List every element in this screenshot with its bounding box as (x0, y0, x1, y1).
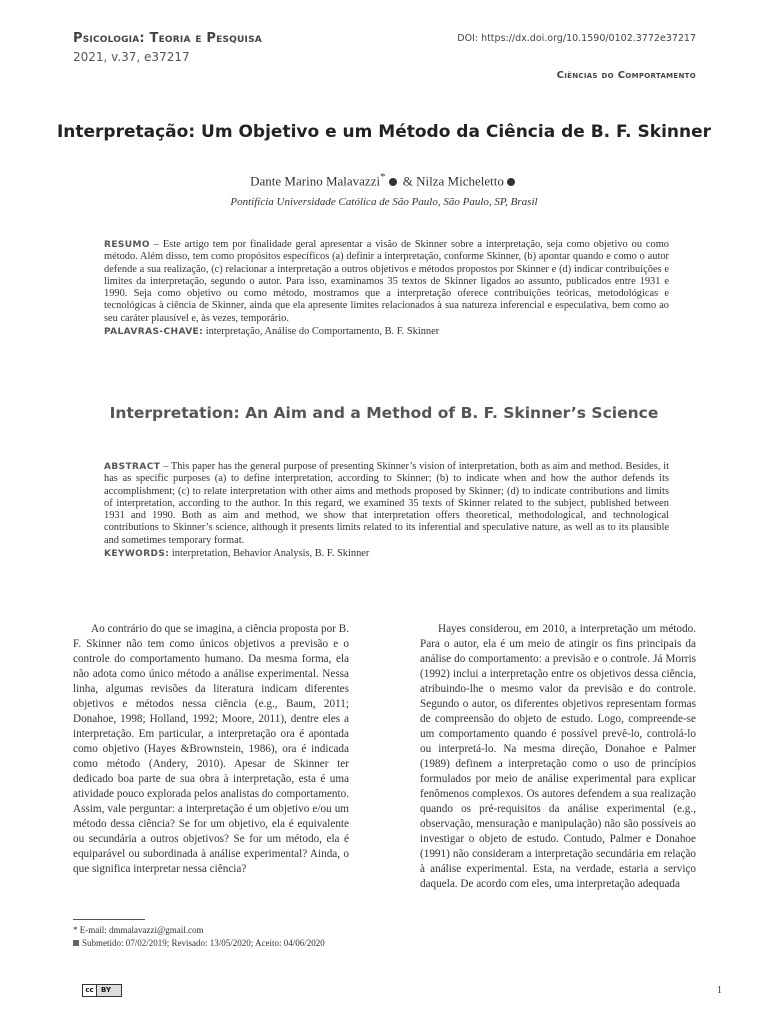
orcid-icon[interactable] (507, 178, 515, 186)
doi-link[interactable]: DOI: https://dx.doi.org/10.1590/0102.3772e37217 (457, 33, 696, 44)
article-title-en: Interpretation: An Aim and a Method of B. F. Skinner’s Science (109, 404, 659, 422)
abstract-paragraph (104, 461, 669, 547)
footnotes (73, 924, 325, 949)
footnote-email: * E-mail: dmmalavazzi@gmail.com (73, 925, 204, 935)
footnote-dates-line (73, 937, 325, 950)
body-column-left (73, 622, 349, 877)
body-paragraph: Hayes considerou, em 2010, a interpretação um método. Para o autor, ela é um meio de atingir os fins principais da análise do comportamento: a previsão e o controle. Já Morris (1992) inclui a interpretação entre os objetivos dessa ciência, atribuindo-lhe o mesmo valor da previsão e do controle. Segundo o autor, os diferentes objetivos representam formas de compreensão do objeto de estudo. Logo, compreende-se um comportamento quando é possível prevê-lo, controlá-lo ou interpretá-lo. Na mesma direção, Donahoe e Palmer (1989) definem a interpretação como o uso de princípios formulados por meio de análise experimental para explicar fenômenos complexos. Os autores defendem a sua realização quando os pré-requisitos da análise experimental (e.g., observação, mensuração e manipulação) não são possíveis ao investigar o objeto de estudo. Contudo, Palmer e Donahoe (1991) não consideram a interpretação secundária em relação à análise experimental. Esta, na verdade, estaria a serviço daquela. De acordo com eles, uma interpretação adequada (420, 623, 696, 890)
keywords-line (104, 548, 669, 560)
creative-commons-icon: cc (83, 985, 97, 996)
palavras-chave-text: interpretação, Análise do Comportamento, B. F. Skinner (203, 326, 440, 338)
section-label: Ciências do Comportamento (556, 70, 696, 81)
author-2-name: Nilza Micheletto (416, 173, 504, 189)
volume-info: 2021, v.37, e37217 (73, 50, 190, 64)
orcid-icon[interactable] (389, 178, 397, 186)
abstract-text: – This paper has the general purpose of presenting Skinner’s vision of interpretation, both as aim and method. Besides, it has as specific purposes (a) to define interpretation, according to Skinner; (b) to indicate when and how the author defends its accomplishment; (c) to relate interpretation with other aims and methods proposed by Skinner; (d) to indicate contributions and limits of interpretation, according to the author. In this regard, we examined 35 texts of Skinner related to the subject, published between 1931 and 1990. Both as aim and method, we show that interpretation offers theoretical, methodological, and technological contributions to Skinner’s science, although it presents limits related to its inferential and speculative nature, as well as to its plausible and sometimes temporary format. (104, 461, 669, 546)
author-1-name: Dante Marino Malavazzi (250, 173, 381, 189)
author-line (0, 171, 768, 189)
resumo-text: – Este artigo tem por finalidade geral apresentar a visão de Skinner sobre a interpretação, seja como objetivo ou como método. Além disso, tem como propósitos específicos (a) definir a interpretação, conforme Skinner, (b) apontar quando e como o autor defende a sua realização, (c) relacionar a interpretação a outros objetivos e métodos propostos por Skinner e (d) indicar contribuições e limites da interpretação, segundo o autor. Para isso, examinamos 35 textos de Skinner ligados ao assunto, publicados entre 1931 e 1990. Seja como objetivo ou como método, mostramos que a interpretação oferece contribuições teóricas, metodológicas e tecnológicas à ciência de Skinner, ainda que ela apresente limites relacionados à sua natureza inferencial e especulativa, bem como ao seu caráter plausível e, às vezes, temporário. (104, 239, 669, 324)
author-joiner: & (402, 173, 413, 189)
footnote-divider (73, 919, 145, 920)
footnote-dates: Submetido: 07/02/2019; Revisado: 13/05/2020; Aceito: 04/06/2020 (82, 937, 325, 948)
abstract-block (104, 461, 669, 560)
article-title-pt: Interpretação: Um Objetivo e um Método da Ciência de B. F. Skinner (56, 122, 712, 142)
keywords-label: KEYWORDS: (104, 549, 170, 560)
keywords-text: interpretation, Behavior Analysis, B. F. Skinner (169, 548, 370, 560)
author-1-footnote-mark: * (380, 171, 386, 183)
body-column-right (420, 622, 696, 892)
resumo-paragraph (104, 239, 669, 325)
affiliation: Pontifícia Universidade Católica de São Paulo, São Paulo, SP, Brasil (230, 196, 538, 208)
page-number: 1 (717, 985, 722, 996)
abstract-label: ABSTRACT (104, 462, 161, 472)
palavras-chave-label: PALAVRAS-CHAVE: (104, 327, 204, 338)
palavras-chave-line (104, 326, 669, 338)
license-by-label: BY (101, 986, 112, 994)
resumo-block (104, 239, 669, 338)
square-bullet-icon (73, 940, 79, 946)
body-paragraph: Ao contrário do que se imagina, a ciência proposta por B. F. Skinner não tem como únicos objetivos a previsão e o controle do comportamento humano. Da mesma forma, ela não adota como único método a análise experimental. Nessa linha, algumas revisões da literatura indicam diferentes objetivos e métodos nessa ciência (e.g., Baum, 2011; Donahoe, 1998; Holland, 1992; Moore, 2011), dentre eles a interpretação. Em particular, a interpretação ora é apontada como objetivo (Hayes &Brownstein, 1986), ora é indicada como método (Andery, 2010). Apesar de Skinner ter dedicado boa parte de sua obra à interpretação, esta é uma atividade pouco explorada pelos analistas do comportamento. Assim, vale perguntar: a interpretação é um objetivo e/ou um método dessa ciência? Se for um objetivo, ela é equivalente ou secundária a outros objetivos? Se for um método, ela é equiparável ou subordinada à análise experimental? Ainda, o que significa interpretar nessa ciência? (73, 623, 349, 875)
cc-by-license-badge[interactable] (82, 984, 122, 997)
journal-title: Psicologia: Teoria e Pesquisa (73, 31, 262, 46)
resumo-label: RESUMO (104, 240, 150, 250)
